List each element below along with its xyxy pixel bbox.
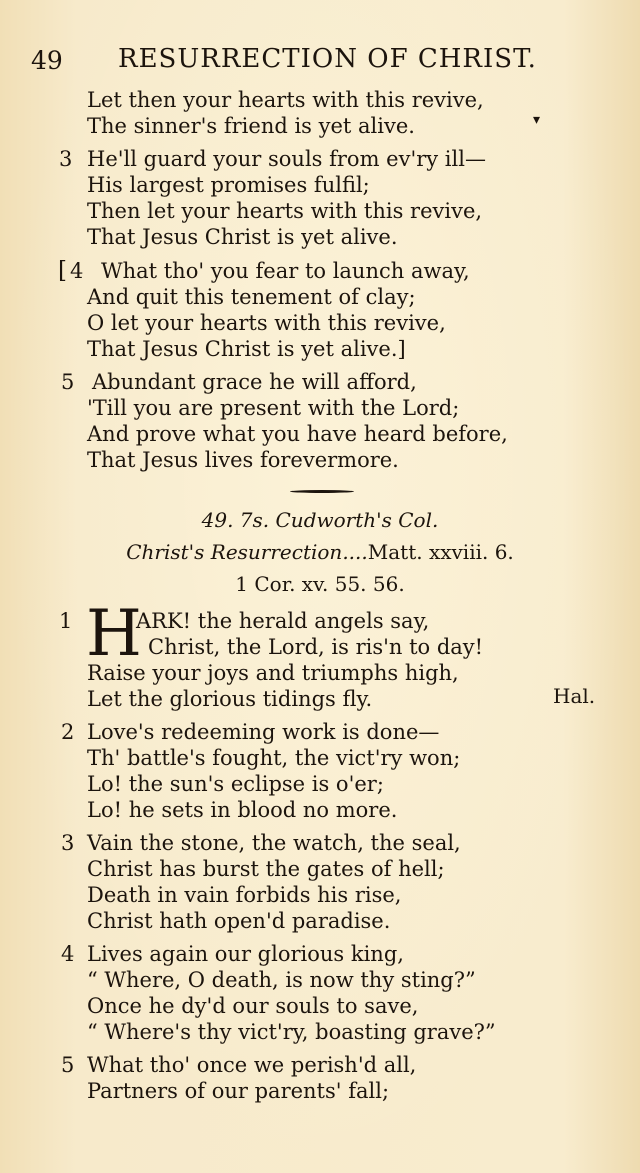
poem-line: That Jesus lives forevermore. (87, 448, 399, 472)
poem-line: 'Till you are present with the Lord; (87, 396, 460, 420)
scripture-reference: 1 Cor. xv. 55. 56. (235, 572, 405, 596)
verse-number: 2 (61, 720, 75, 744)
poem-line: What tho' you fear to launch away, (101, 259, 470, 283)
hymn-heading: 49. 7s. Cudworth's Col. (201, 508, 439, 532)
poem-line: Once he dy'd our souls to save, (87, 994, 419, 1018)
poem-line: Love's redeeming work is done— (87, 720, 440, 744)
subject-title: Christ's Resurrection.... (126, 540, 368, 564)
poem-line: Lo! the sun's eclipse is o'er; (87, 772, 384, 796)
poem-line: What tho' once we perish'd all, (87, 1053, 417, 1077)
poem-line: ARK! the herald angels say, (136, 609, 430, 633)
poem-line: He'll guard your souls from ev'ry ill— (87, 147, 486, 171)
poem-line: His largest promises fulfil; (87, 173, 370, 197)
poem-line: Partners of our parents' fall; (87, 1079, 390, 1103)
ink-mark: ▾ (533, 112, 541, 128)
poem-line: “ Where, O death, is now thy sting?” (87, 968, 476, 992)
verse-number: 1 (59, 609, 73, 633)
verse-number: 4 (70, 259, 84, 283)
poem-line: Abundant grace he will afford, (92, 370, 417, 394)
poem-line: Death in vain forbids his rise, (87, 883, 402, 907)
subject-scripture-ref: Matt. xxviii. 6. (367, 540, 514, 564)
drop-cap: H (86, 597, 142, 671)
tune-margin-note: Hal. (553, 684, 596, 708)
verse-number: 5 (61, 1053, 75, 1077)
poem-line: And prove what you have heard before, (87, 422, 508, 446)
poem-line: Lo! he sets in blood no more. (87, 798, 398, 822)
section-divider (290, 490, 354, 493)
poem-line: Let then your hearts with this revive, (87, 88, 484, 112)
poem-line: O let your hearts with this revive, (87, 311, 446, 335)
poem-line: “ Where's thy vict'ry, boasting grave?” (87, 1020, 496, 1044)
verse-number: 3 (61, 831, 75, 855)
verse-number: 4 (61, 942, 75, 966)
bracket-open: [ (58, 258, 67, 284)
poem-line: Let the glorious tidings fly. (87, 687, 373, 711)
poem-line: That Jesus Christ is yet alive.] (87, 337, 406, 361)
poem-line: Christ, the Lord, is ris'n to day! (148, 635, 484, 659)
poem-line: Th' battle's fought, the vict'ry won; (87, 746, 461, 770)
poem-line: Then let your hearts with this revive, (87, 199, 483, 223)
poem-line: Christ hath open'd paradise. (87, 909, 391, 933)
verse-number: 5 (61, 370, 75, 394)
hymn-subject (0, 540, 640, 564)
poem-line: That Jesus Christ is yet alive. (87, 225, 398, 249)
poem-line: Vain the stone, the watch, the seal, (87, 831, 461, 855)
poem-line: Christ has burst the gates of hell; (87, 857, 445, 881)
verse-number: 3 (59, 147, 73, 171)
poem-line: And quit this tenement of clay; (87, 285, 416, 309)
poem-line: Raise your joys and triumphs high, (87, 661, 459, 685)
running-title: RESURRECTION OF CHRIST. (118, 44, 537, 74)
poem-line: Lives again our glorious king, (87, 942, 404, 966)
poem-line: The sinner's friend is yet alive. (87, 114, 415, 138)
page-number: 49 (31, 46, 63, 75)
